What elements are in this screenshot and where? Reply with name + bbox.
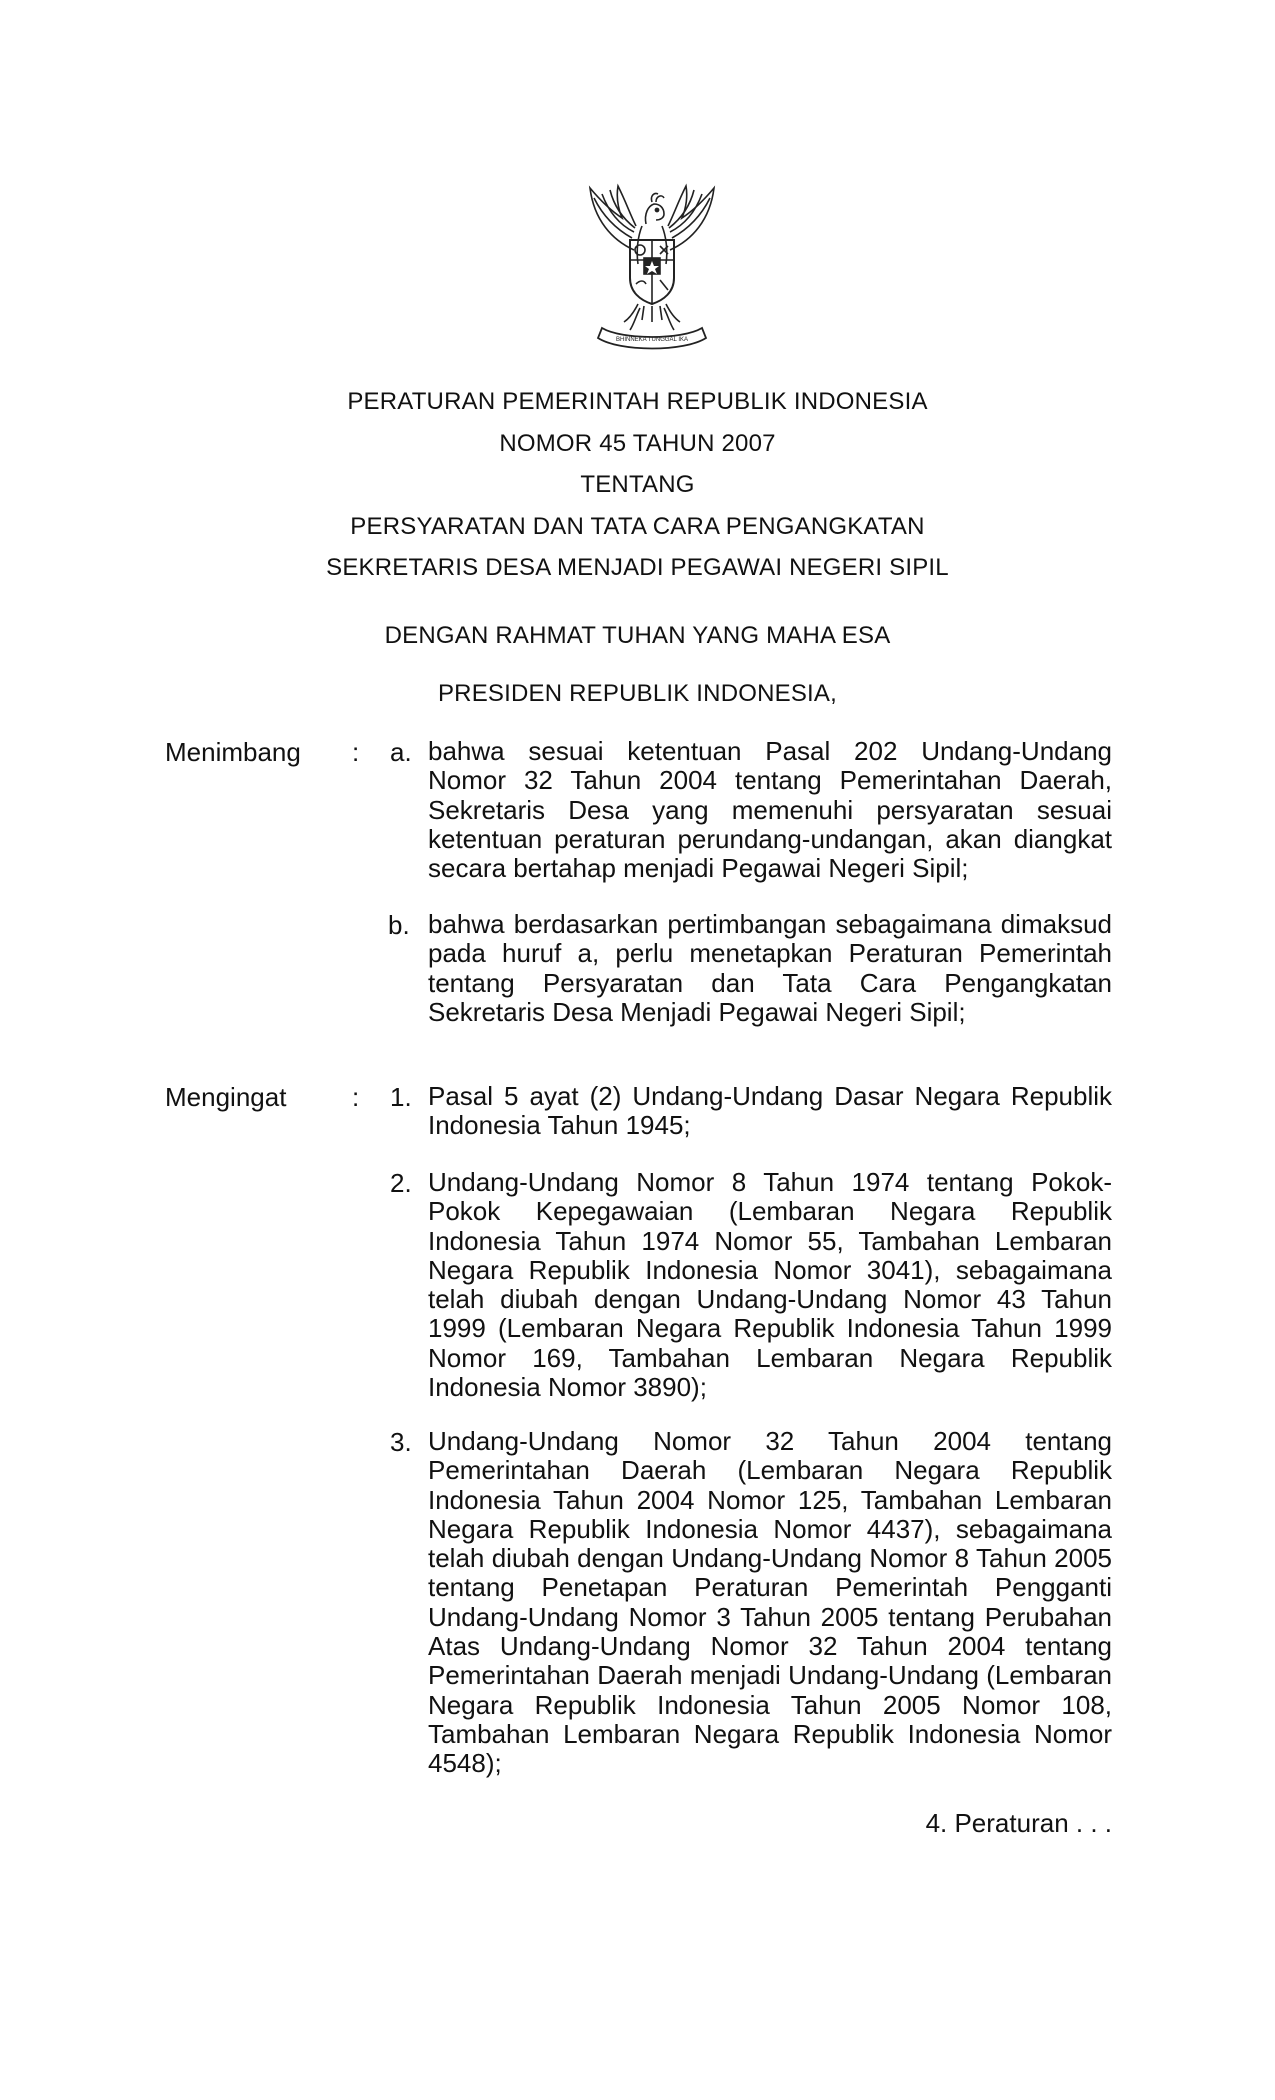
mengingat-colon: : — [352, 1082, 360, 1112]
menimbang-label: Menimbang — [165, 737, 301, 767]
regulation-subject-line1: PERSYARATAN DAN TATA CARA PENGANGKATAN — [350, 513, 925, 540]
regulation-title: PERATURAN PEMERINTAH REPUBLIK INDONESIA — [347, 388, 928, 415]
mengingat-item-3-marker: 3. — [390, 1427, 412, 1457]
menimbang-item-a-marker: a. — [390, 737, 412, 767]
mengingat-item-1-marker: 1. — [390, 1082, 412, 1112]
next-page-catchword: 4. Peraturan . . . — [925, 1808, 1112, 1838]
mengingat-label: Mengingat — [165, 1082, 287, 1112]
garuda-emblem — [572, 180, 732, 355]
menimbang-colon: : — [352, 737, 360, 767]
mengingat-item-2-text: Undang-Undang Nomor 8 Tahun 1974 tentang Pokok-Pokok Kepegawaian (Lembaran Negara Republik Indonesia Tahun 1974 Nomor 55, Tambahan Lembaran Negara Republik Indonesia Nomor 3041), sebagaimana telah diubah dengan Undang-Undang Nomor 43 Tahun 1999 (Lembaran Negara Republik Indonesia Tahun 1999 Nomor 169, Tambahan Lembaran Negara Republik Indonesia Nomor 3890); — [428, 1167, 1112, 1403]
issuer: PRESIDEN REPUBLIK INDONESIA, — [437, 680, 838, 707]
invocation: DENGAN RAHMAT TUHAN YANG MAHA ESA — [384, 622, 891, 649]
emblem-motto: BHINNEKA TUNGGAL IKA — [615, 337, 689, 343]
menimbang-item-b-text: bahwa berdasarkan pertimbangan sebagaimana dimaksud pada huruf a, perlu menetapkan Peraturan Pemerintah tentang Persyaratan dan Tata Cara Pengangkatan Sekretaris Desa Menjadi Pegawai Negeri Sipil; — [428, 909, 1112, 1027]
menimbang-item-a-text: bahwa sesuai ketentuan Pasal 202 Undang-Undang Nomor 32 Tahun 2004 tentang Pemerintahan Daerah, Sekretaris Desa yang memenuhi persyaratan sesuai ketentuan peraturan perundang-undangan, akan diangkat secara bertahap menjadi Pegawai Negeri Sipil; — [428, 736, 1112, 884]
menimbang-item-b-marker: b. — [388, 910, 410, 940]
mengingat-item-1-text: Pasal 5 ayat (2) Undang-Undang Dasar Negara Republik Indonesia Tahun 1945; — [428, 1081, 1112, 1141]
mengingat-item-3-text: Undang-Undang Nomor 32 Tahun 2004 tentang Pemerintahan Daerah (Lembaran Negara Republik Indonesia Tahun 2004 Nomor 125, Tambahan Lembaran Negara Republik Indonesia Nomor 4437), sebagaimana telah diubah dengan Undang-Undang Nomor 8 Tahun 2005 tentang Penetapan Peraturan Pemerintah Pengganti Undang-Undang Nomor 3 Tahun 2005 tentang Perubahan Atas Undang-Undang Nomor 32 Tahun 2004 tentang Pemerintahan Daerah menjadi Undang-Undang (Lembaran Negara Republik Indonesia Tahun 2005 Nomor 108, Tambahan Lembaran Negara Republik Indonesia Nomor 4548); — [428, 1426, 1112, 1779]
regulation-about: TENTANG — [580, 471, 695, 498]
regulation-number: NOMOR 45 TAHUN 2007 — [499, 430, 776, 457]
mengingat-item-2-marker: 2. — [390, 1168, 412, 1198]
regulation-subject-line2: SEKRETARIS DESA MENJADI PEGAWAI NEGERI SIPIL — [326, 554, 949, 581]
